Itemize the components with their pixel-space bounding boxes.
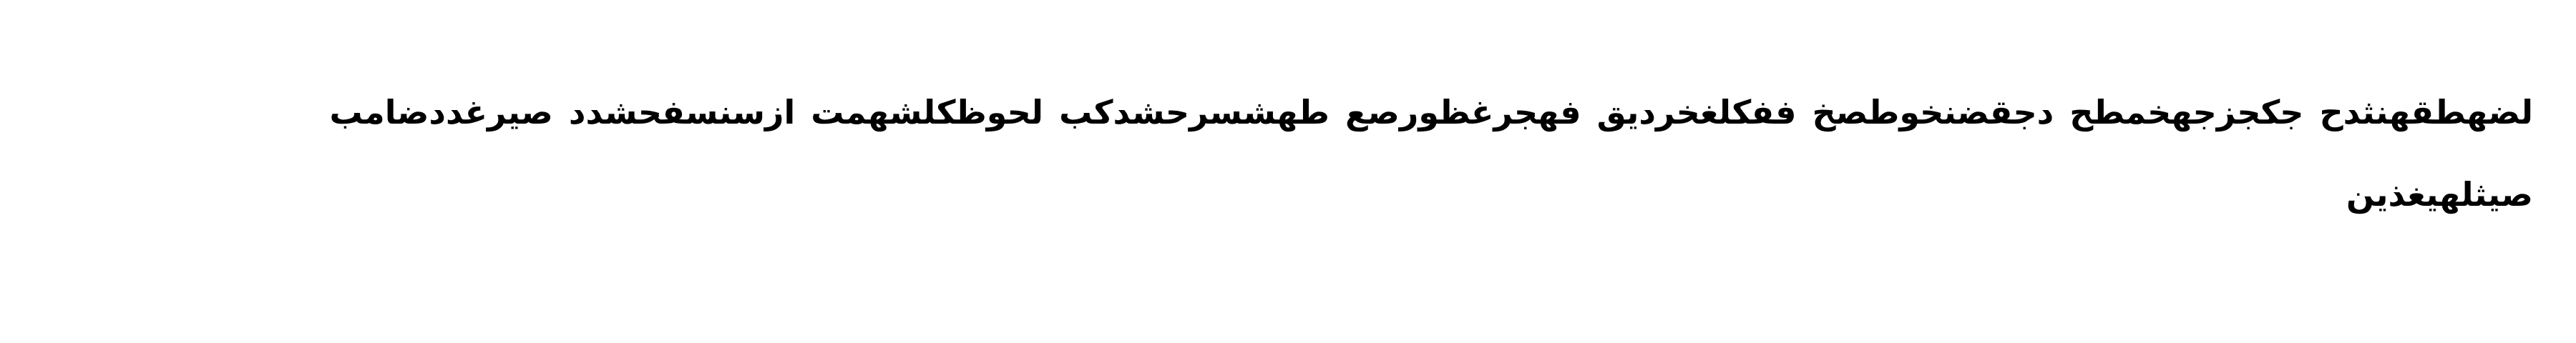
arabic-text-paragraph: لضهطقهنثدح جكجزجهخمطح دجقضنخوطصخ ففكلغخرديق فهجرغظورصع طهشسرحشدكب لحوظكلشهمت ازسنسفحشدد صيرغددضامب صيثلهيغذين: [329, 93, 2533, 214]
